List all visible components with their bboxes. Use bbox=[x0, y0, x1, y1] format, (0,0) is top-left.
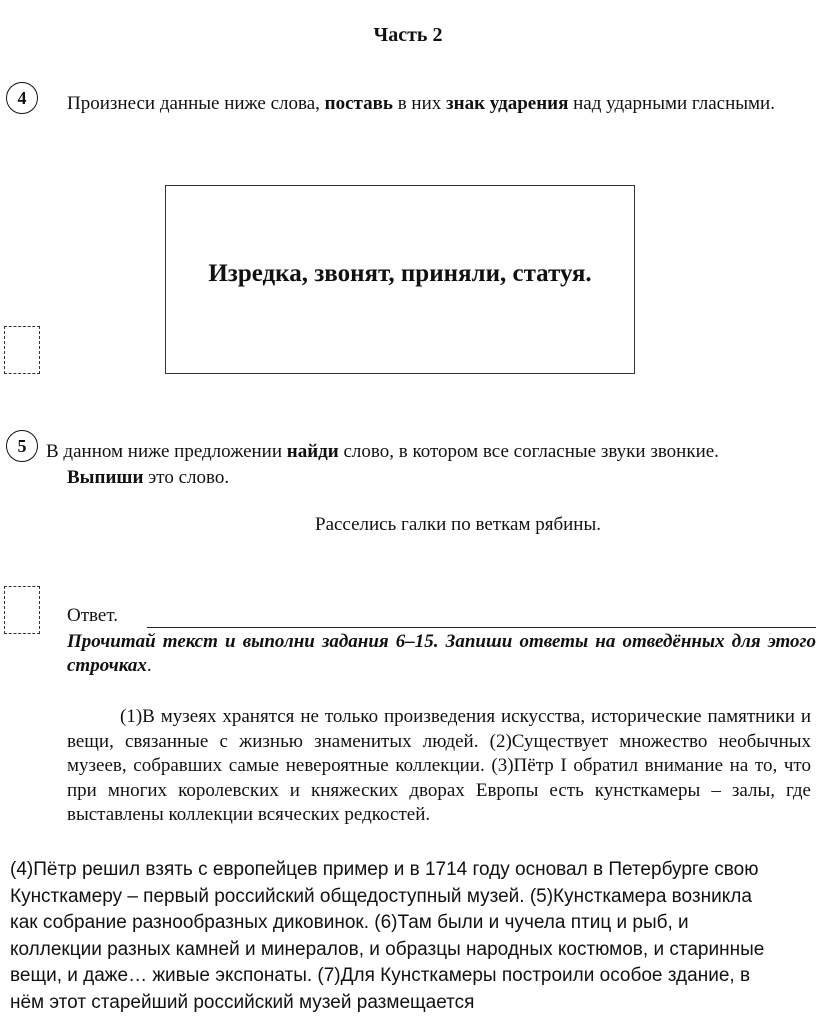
task5-sentence: Расселись галки по веткам рябины. bbox=[315, 514, 601, 535]
part-title: Часть 2 bbox=[373, 24, 443, 46]
words-frame bbox=[165, 185, 635, 374]
reading-instruction: Прочитай текст и выполни задания 6–15. Запиши ответы на отведённых для этого строчках. bbox=[67, 631, 816, 676]
answer-label: Ответ. bbox=[67, 605, 118, 626]
task-number-4: 4 bbox=[6, 82, 38, 114]
passage-line: вещи, и даже… живые экспонаты. (7)Для Кунсткамеры построили особое здание, в bbox=[10, 965, 751, 986]
stress-words: Изредка, звонят, приняли, статуя. bbox=[208, 260, 592, 287]
passage-line: нём этот старейший российский музей размещается bbox=[10, 991, 475, 1013]
passage-line: Кунсткамеру – первый российский общедоступный музей. (5)Кунсткамера возникла bbox=[10, 885, 752, 907]
passage-paragraph-2 bbox=[10, 857, 816, 1016]
passage-line: как собрание разнообразных диковинок. (6)Там были и чучела птиц и рыб, и bbox=[10, 912, 689, 933]
passage-line: (4)Пётр решил взять с европейцев пример и в 1714 году основал в Петербурге свою bbox=[10, 859, 759, 880]
answer-box-5[interactable] bbox=[4, 586, 40, 634]
task4-instruction: Произнеси данные ниже слова, поставь в них знак ударения над ударными гласными. bbox=[67, 93, 775, 114]
answer-box-4[interactable] bbox=[4, 326, 40, 374]
task5-instruction-line2: Выпиши это слово. bbox=[67, 467, 230, 488]
task-number-5: 5 bbox=[6, 430, 38, 462]
answer-line[interactable] bbox=[147, 627, 816, 628]
task5-instruction-line1: В данном ниже предложении найди слово, в котором все согласные звуки звонкие. bbox=[46, 441, 719, 462]
passage-paragraph-1: (1)В музеях хранятся не только произведения искусства, исторические памятники и вещи, связанные с жизнью знаменитых людей. (2)Существует множество необычных музеев, собравших самые невероятные коллекции. (3)Пётр I обратил внимание на то, что при многих королевских и княжеских дворах Европы есть кунсткамеры – залы, где выставлены коллекции всяческих редкостей. bbox=[67, 706, 811, 825]
passage-line: коллекции разных камней и минералов, и образцы народных костюмов, и старинные bbox=[10, 938, 765, 960]
